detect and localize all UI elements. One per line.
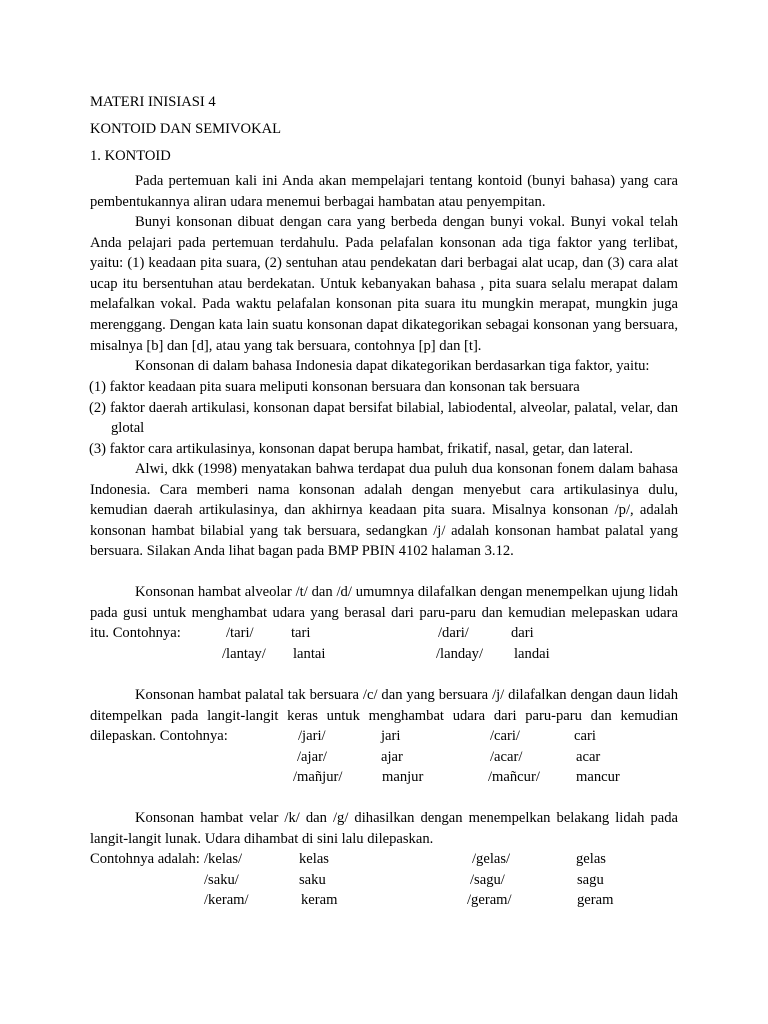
example-phoneme: /mañjur/: [293, 769, 343, 785]
example-phoneme: /geram/: [467, 892, 512, 908]
example-phoneme: /ajar/: [297, 749, 327, 765]
document-title: MATERI INISIASI 4: [90, 94, 216, 110]
example-phoneme: /gelas/: [472, 851, 511, 867]
paragraph-intro: Pada pertemuan kali ini Anda akan mempelajari tentang kontoid (bunyi bahasa) yang cara pembentukannya aliran udara menemui berbagai hambatan atau penyempitan.: [90, 173, 678, 210]
factor-item: (3) faktor cara artikulasinya, konsonan dapat berupa hambat, frikatif, nasal, getar, dan lateral.: [89, 440, 634, 457]
paragraph-alwi: Alwi, dkk (1998) menyatakan bahwa terdapat dua puluh dua konsonan fonem dalam bahasa Indonesia. Cara memberi nama konsonan adalah dengan menyebut cara artikulasinya dulu, kemudian daerah artikulasinya, dan akhirnya keadaan pita suara. Misalnya konsonan /p/, adalah konsonan hambat bilabial yang tak bersuara, sedangkan /j/ adalah konsonan hambat palatal yang bersuara. Silakan Anda lihat bagan pada BMP PBIN 4102 halaman 3.12.: [90, 461, 678, 560]
paragraph-palatal: Konsonan hambat palatal tak bersuara /c/ dan yang bersuara /j/ dilafalkan dengan daun lidah ditempelkan pada langit-langit keras untuk menghambat udara dari paru-paru dan kemudian dilepaskan. Contohnya:: [90, 687, 678, 745]
example-word: cari: [574, 728, 596, 744]
factor-item: (2) faktor daerah artikulasi, konsonan dapat bersifat bilabial, labiodental, alveolar, palatal, velar, dan glotal: [89, 399, 678, 437]
example-phoneme: /kelas/: [204, 851, 243, 867]
example-phoneme: /landay/: [436, 646, 484, 662]
factor-list: [89, 377, 678, 459]
example-phoneme: /jari/: [298, 728, 326, 744]
example-word: gelas: [576, 851, 606, 867]
example-phoneme: /cari/: [490, 728, 520, 744]
example-phoneme: /sagu/: [470, 872, 505, 888]
example-word: geram: [577, 892, 614, 908]
example-word: kelas: [299, 851, 329, 867]
section-heading-kontoid: 1. KONTOID: [90, 148, 171, 164]
velar-example-intro: Contohnya adalah:: [90, 851, 200, 867]
example-phoneme: /saku/: [204, 872, 239, 888]
example-word: manjur: [382, 769, 424, 785]
example-phoneme: /acar/: [490, 749, 523, 765]
example-phoneme: /lantay/: [222, 646, 266, 662]
paragraph-alveolar: Konsonan hambat alveolar /t/ dan /d/ umumnya dilafalkan dengan menempelkan ujung lidah pada gusi untuk menghambat udara yang berasal dari paru-paru dan kemudian melepaskan udara itu. Contohnya:: [90, 584, 678, 642]
example-phoneme: /dari/: [438, 625, 469, 641]
example-word: sagu: [577, 872, 604, 888]
factor-item: (1) faktor keadaan pita suara meliputi konsonan bersuara dan konsonan tak bersuara: [89, 379, 580, 395]
example-word: dari: [511, 625, 534, 641]
example-word: saku: [299, 872, 326, 888]
example-word: keram: [301, 892, 338, 908]
example-phoneme: /keram/: [204, 892, 249, 908]
example-word: jari: [381, 728, 401, 744]
paragraph-velar: Konsonan hambat velar /k/ dan /g/ dihasilkan dengan menempelkan belakang lidah pada langit-langit lunak. Udara dihambat di sini lalu dilepaskan.: [90, 810, 678, 847]
example-word: ajar: [381, 749, 403, 765]
example-word: lantai: [293, 646, 326, 662]
paragraph-kategori: Konsonan di dalam bahasa Indonesia dapat dikategorikan berdasarkan tiga faktor, yaitu:: [135, 358, 650, 374]
example-word: mancur: [576, 769, 620, 785]
example-phoneme: /tari/: [226, 625, 254, 641]
document-subtitle: KONTOID DAN SEMIVOKAL: [90, 121, 282, 137]
example-word: tari: [291, 625, 311, 641]
example-word: landai: [514, 646, 550, 662]
example-phoneme: /mañcur/: [488, 769, 540, 785]
example-word: acar: [576, 749, 601, 765]
paragraph-konsonan-vokal: Bunyi konsonan dibuat dengan cara yang berbeda dengan bunyi vokal. Bunyi vokal telah Anda pelajari pada pertemuan terdahulu. Pada pelafalan konsonan ada tiga faktor yang terlibat, yaitu: (1) keadaan pita suara, (2) sentuhan atau pendekatan dari berbagai alat ucap, dan (3) cara alat ucap itu bersentuhan atau berdekatan. Untuk kebanyakan bahasa , pita suara selalu merapat dalam melafalkan vokal. Pada waktu pelafalan konsonan pita suara itu mungkin merapat, mungkin juga merenggang. Dengan kata lain suatu konsonan dapat dikategorikan sebagai konsonan yang bersuara, misalnya [b] dan [d], atau yang tak bersuara, contohnya [p] dan [t].: [90, 214, 678, 354]
